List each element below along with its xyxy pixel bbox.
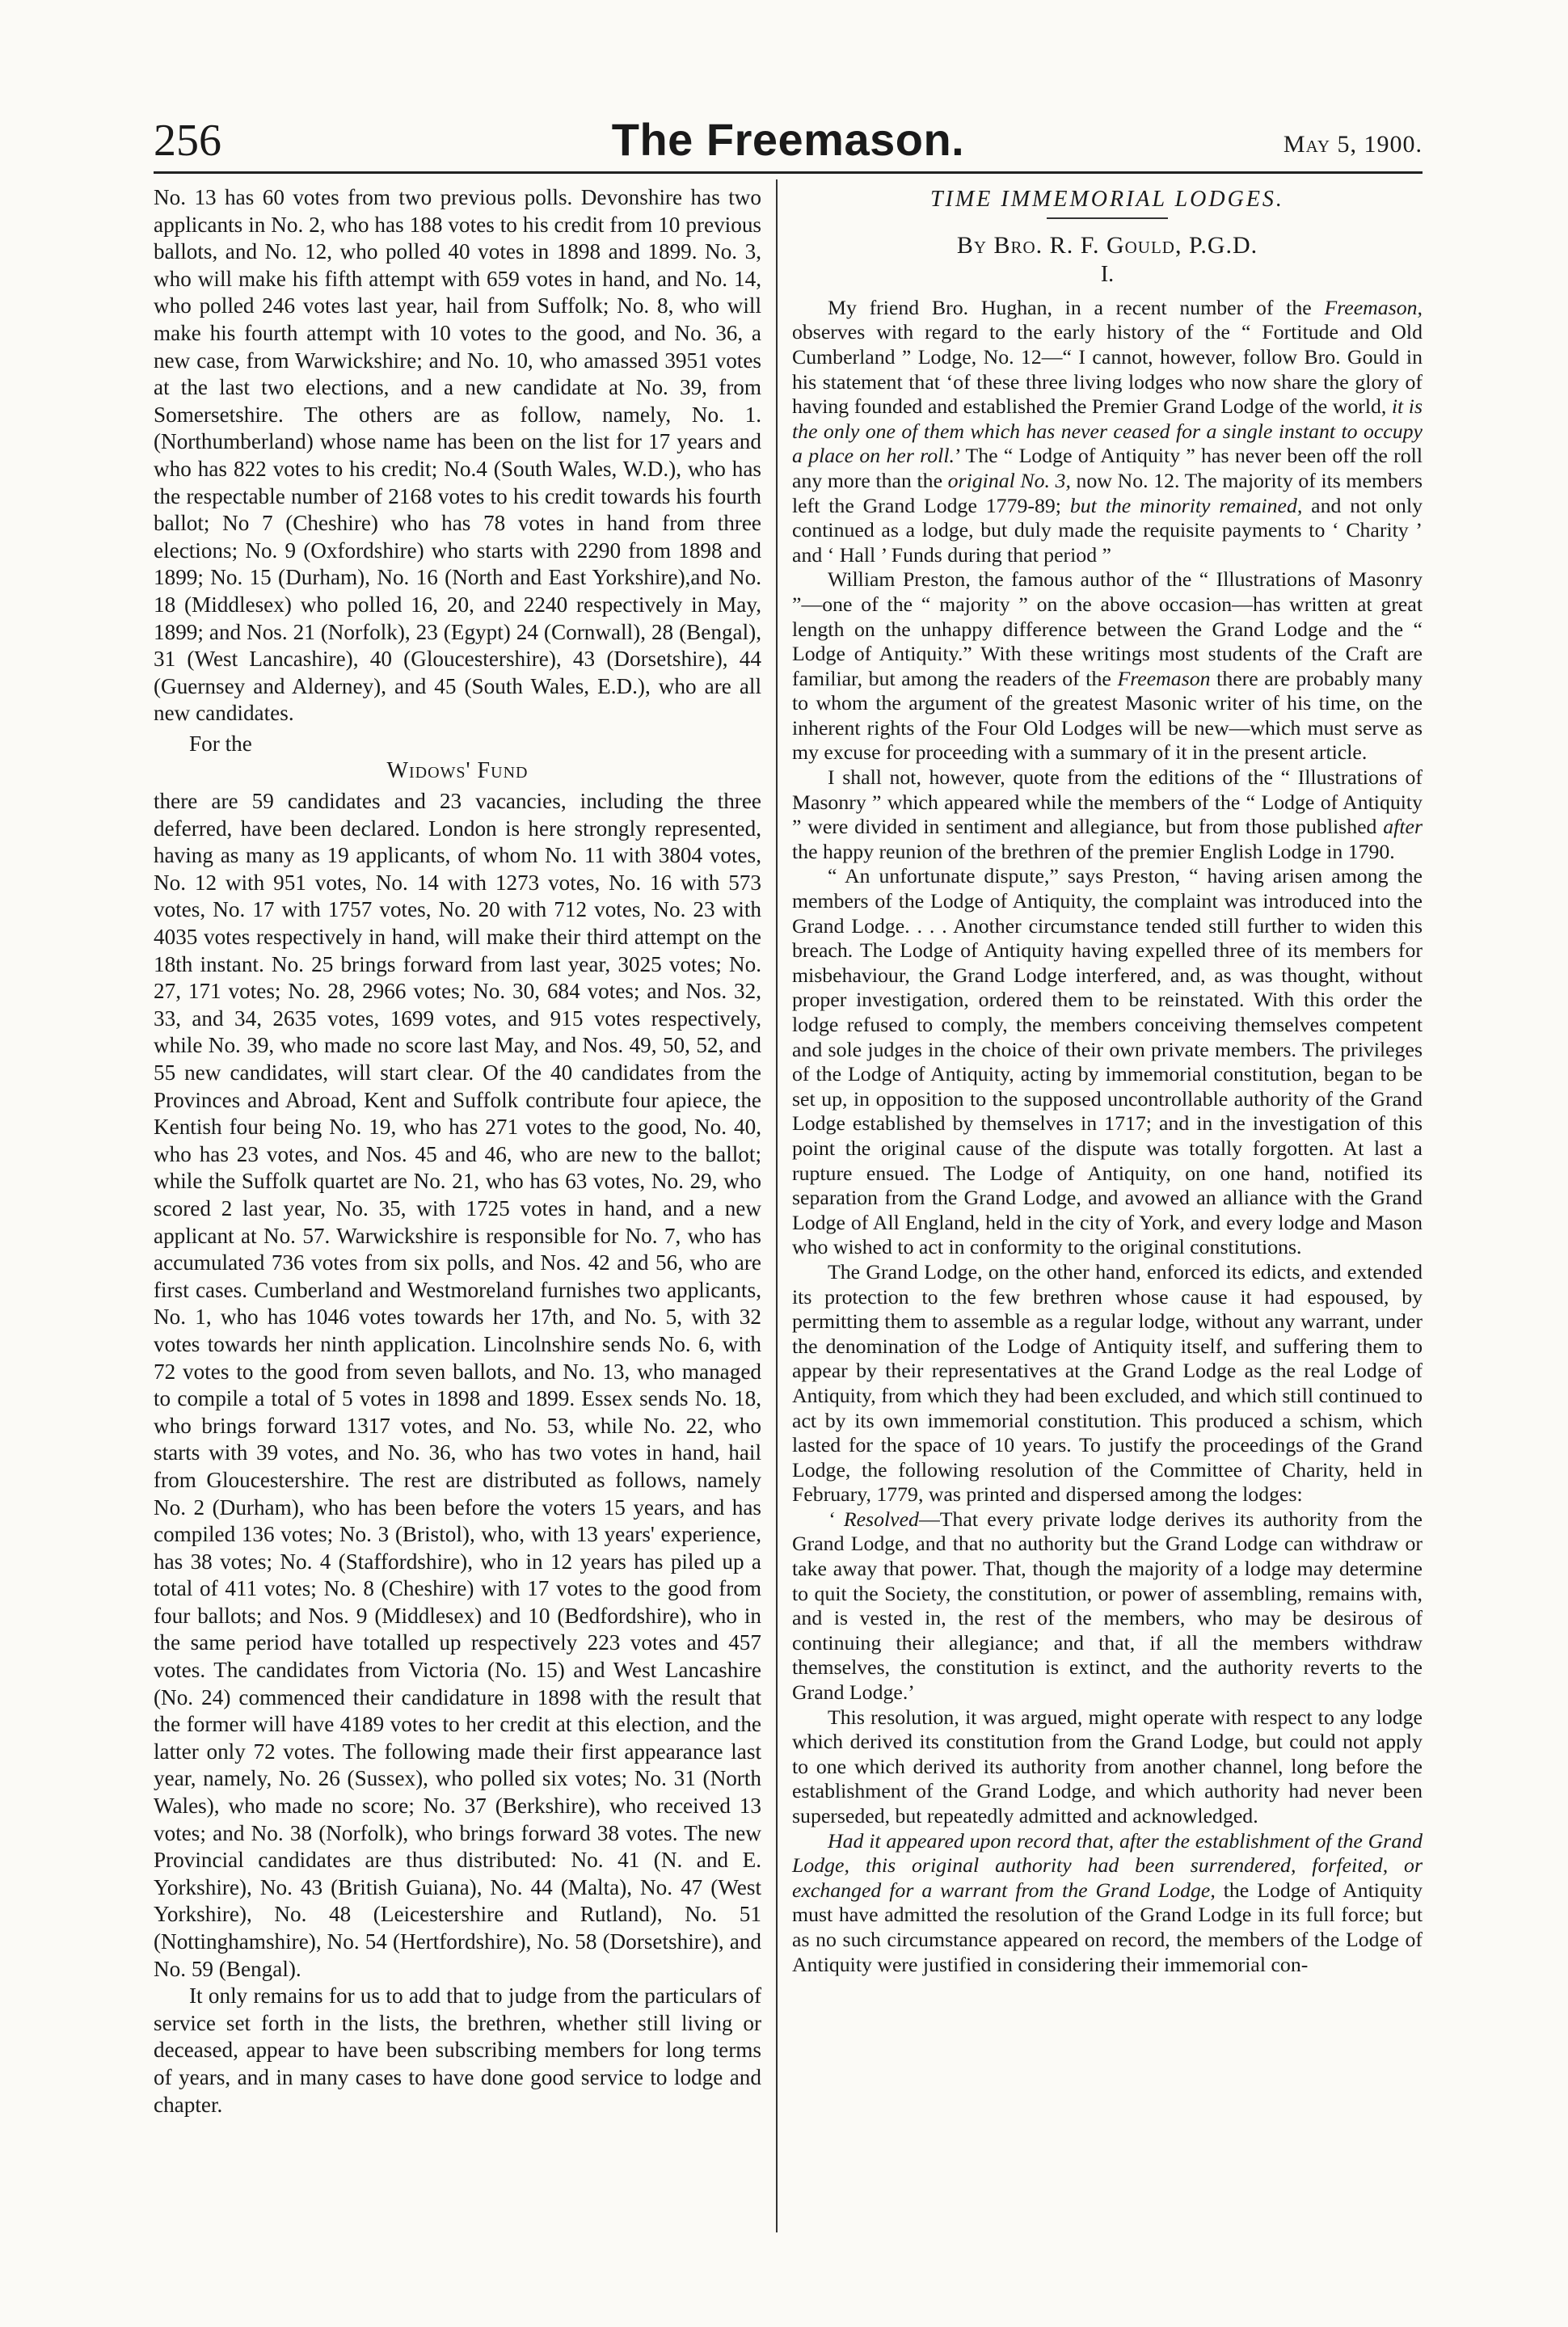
right-paragraph-5: The Grand Lodge, on the other hand, enforced its edicts, and extended its protection to the few brethren whose cause it had espoused, by permitting them to assemble as a regular lodge, without any warrant, under the denomination of the Lodge of Antiquity itself, and suffering them to appear by their representatives at the Grand Lodge as the real Lodge of Antiquity, from which they had been excluded, and which still continued to act by its own immemorial constitution. This produced a schism, which lasted for the space of 10 years. To justify the proceedings of the Grand Lodge, the following resolution of the Committee of Charity, held in February, 1779, was printed and dispersed among the lodges: <box>792 1259 1423 1507</box>
right-paragraph-6: ‘ Resolved—That every private lodge derives its authority from the Grand Lodge, and that no authority but the Grand Lodge can withdraw or take away that power. That, though the majority of a lodge may determine to quit the Society, the constitution, or power of assembling, remains with, and is vested in, the rest of the members, who may be desirous of continuing their allegiance; and that, if all the members withdraw themselves, the constitution is extinct, and the authority reverts to the Grand Lodge.’ <box>792 1507 1423 1705</box>
right-paragraph-8: Had it appeared upon record that, after the establishment of the Grand Lodge, this original authority had been surrendered, forfeited, or exchanged for a warrant from the Grand Lodge, the Lodge of Antiquity must have admitted the resolution of the Grand Lodge in its full force; but as no such circumstance appeared on record, the members of the Lodge of Antiquity were justified in considering their immemorial con- <box>792 1828 1423 1976</box>
right-paragraph-1: My friend Bro. Hughan, in a recent number of the Freemason, observes with regard to the early history of the “ Fortitude and Old Cumberland ” Lodge, No. 12—“ I cannot, however, follow Bro. Gould in his statement that ‘of these three living lodges who now share the glory of having founded and established the Premier Grand Lodge of the world, it is the only one of them which has never ceased for a single instant to occupy a place on her roll.’ The “ Lodge of Antiquity ” has never been off the roll any more than the original No. 3, now No. 12. The majority of its members left the Grand Lodge 1779-89; but the minority remained, and not only continued as a lodge, but duly made the requisite payments to ‘ Charity ’ and ‘ Hall ’ Funds during that period ” <box>792 295 1423 567</box>
right-paragraph-3: I shall not, however, quote from the editions of the “ Illustrations of Masonry ” which appeared while the members of the “ Lodge of Antiquity ” were divided in sentiment and allegiance, but from those published after the happy reunion of the brethren of the premier English Lodge in 1790. <box>792 765 1423 863</box>
section-number: I. <box>1100 262 1115 288</box>
right-paragraph-7: This resolution, it was argued, might operate with respect to any lodge which derived its constitution from the Grand Lodge, but could not apply to one which derived its authority from another channel, long before the establishment of the Grand Lodge, and which authority had never been superseded, but repeatedly admitted and acknowledged. <box>792 1705 1423 1827</box>
left-column <box>154 184 761 2118</box>
masthead: The Freemason. <box>611 114 965 165</box>
right-paragraph-4: “ An unfortunate dispute,” says Preston, “ having arisen among the members of the Lodge of Antiquity, the complaint was introduced into the Grand Lodge. . . . Another circumstance tended still further to widen this breach. The Lodge of Antiquity having expelled three of its members for misbehaviour, the Grand Lodge interfered, and, as was thought, without proper investigation, ordered them to be reinstated. With this order the lodge refused to comply, the members conceiving themselves competent and sole judges in the choice of their own private members. The privileges of the Lodge of Antiquity, acting by immemorial constitution, began to be set up, in opposition to the supposed uncontrollable authority of the Grand Lodge established by themselves in 1717; and in the investigation of this point the original cause of the dispute was totally forgotten. At last a rupture ensued. The Lodge of Antiquity, on one hand, notified its separation from the Grand Lodge, and avowed an alliance with the Grand Lodge of All England, held in the city of York, and every lodge and Mason who wished to act in conformity to the original constitutions. <box>792 864 1423 1259</box>
left-paragraph-1: No. 13 has 60 votes from two previous polls. Devonshire has two applicants in No. 2, who has 188 votes to his credit from 10 previous ballots, and No. 12, who polled 40 votes in 1898 and 1899. No. 3, who will make his fifth attempt with 659 votes in hand, and No. 14, who polled 246 votes last year, hail from Suffolk; No. 8, who will make his fourth attempt with 10 votes to the good, and No. 36, a new case, from Warwickshire; and No. 10, who amassed 3951 votes at the last two elections, and a new candidate at No. 39, from Somersetshire. The others are as follow, namely, No. 1. (Northumberland) whose name has been on the list for 17 years and who has 822 votes to his credit; No.4 (South Wales, W.D.), who has the respectable number of 2168 votes to his credit towards his fourth ballot; No 7 (Cheshire) who has 78 votes in hand from three elections; No. 9 (Oxfordshire) who starts with 2290 from 1898 and 1899; No. 15 (Durham), No. 16 (North and East Yorkshire),and No. 18 (Middlesex) who polled 16, 20, and 2240 respectively in May, 1899; and Nos. 21 (Norfolk), 23 (Egypt) 24 (Cornwall), 28 (Bengal), 31 (West Lancashire), 40 (Gloucestershire), 43 (Dorsetshire), 44 (Guernsey and Alderney), and 45 (South Wales, E.D.), who are all new candidates. <box>154 185 761 726</box>
title-rule <box>1047 217 1168 219</box>
left-paragraph-3: It only remains for us to add that to judge from the particulars of service set forth in the lists, the brethren, whether still living or deceased, appear to have been subscribing members for long terms of years, and in many cases to have done good service to lodge and chapter. <box>154 1983 761 2117</box>
header-rule <box>154 171 1423 174</box>
left-paragraph-2: there are 59 candidates and 23 vacancies, including the three deferred, have been declared. London is here strongly represented, having as many as 19 applicants, of whom No. 11 with 3804 votes, No. 12 with 951 votes, No. 14 with 1273 votes, No. 16 with 573 votes, No. 17 with 1757 votes, No. 20 with 712 votes, No. 23 with 4035 votes respectively in hand, will make their third attempt on the 18th instant. No. 25 brings forward from last year, 3025 votes; No. 27, 171 votes; No. 28, 2966 votes; No. 30, 684 votes; and Nos. 32, 33, and 34, 2635 votes, 1699 votes, and 915 votes respectively, while No. 39, who made no score last May, and Nos. 49, 50, 52, and 55 new candidates, will start clear. Of the 40 candidates from the Provinces and Abroad, Kent and Suffolk contribute four apiece, the Kentish four being No. 19, who has 271 votes to the good, No. 40, who has 23 votes, and Nos. 45 and 46, who are new to the ballot; while the Suffolk quartet are No. 21, who has 63 votes, No. 29, who scored 2 last year, No. 35, with 1725 votes in hand, and a new applicant at No. 57. Warwickshire is responsible for No. 7, who has accumulated 736 votes from six polls, and Nos. 42 and 56, who are first cases. Cumberland and Westmoreland furnishes two applicants, No. 1, who has 1046 votes towards her 17th, and No. 5, with 32 votes towards her ninth application. Lincolnshire sends No. 6, with 72 votes to the good from seven ballots, and No. 13, who managed to compile a total of 5 votes in 1898 and 1899. Essex sends No. 18, who brings forward 1317 votes, and No. 53, while No. 22, who starts with 39 votes, and No. 36, who has two votes in hand, hail from Gloucestershire. The rest are distributed as follows, namely No. 2 (Durham), who has been before the voters 15 years, and has compiled 136 votes; No. 3 (Bristol), who, with 13 years' experience, has 38 votes; No. 4 (Staffordshire), who in 12 years has piled up a total of 411 votes; No. 8 (Cheshire) with 17 votes to the good from four ballots; and Nos. 9 (Middlesex) and 10 (Bedfordshire), who in the same period have totalled up respectively 223 votes and 457 votes. The candidates from Victoria (No. 15) and West Lancashire (No. 24) commenced their candidature in 1898 with the result that the former will have 4189 votes to her credit at this election, and the latter only 72 votes. The following made their first appearance last year, namely, No. 26 (Sussex), who polled six votes; No. 31 (North Wales), who made no score; No. 37 (Berkshire), who received 13 votes; and No. 38 (Norfolk), who brings forward 38 votes. The new Provincial candidates are thus distributed: No. 41 (N. and E. Yorkshire), No. 43 (British Guiana), No. 44 (Malta), No. 47 (West Yorkshire), No. 48 (Leicestershire and Rutland), No. 51 (Nottinghamshire), No. 54 (Hertfordshire), No. 58 (Dorsetshire), and No. 59 (Bengal). <box>154 789 761 1981</box>
page-header <box>154 113 1423 186</box>
right-column <box>792 184 1423 1977</box>
issue-date: May 5, 1900. <box>1283 131 1423 158</box>
widows-fund-title: Widows' Fund <box>386 758 529 784</box>
article-title: TIME IMMEMORIAL LODGES. <box>930 187 1284 212</box>
article-byline: By Bro. R. F. Gould, P.G.D. <box>956 231 1258 259</box>
column-divider <box>776 179 778 2232</box>
for-label: For the <box>189 731 252 756</box>
page-number: 256 <box>154 116 221 166</box>
right-paragraph-2: William Preston, the famous author of the “ Illustrations of Masonry ”—one of the “ majority ” on the above occasion—has written at great length on the unhappy difference between the Grand Lodge and the “ Lodge of Antiquity.” With these writings most students of the Craft are familiar, but among the readers of the Freemason there are probably many to whom the argument of the greatest Masonic writer of his time, on the inherent rights of the Four Old Lodges will be new—which must serve as my excuse for proceeding with a summary of it in the present article. <box>792 567 1423 765</box>
widows-fund-heading <box>154 731 761 785</box>
